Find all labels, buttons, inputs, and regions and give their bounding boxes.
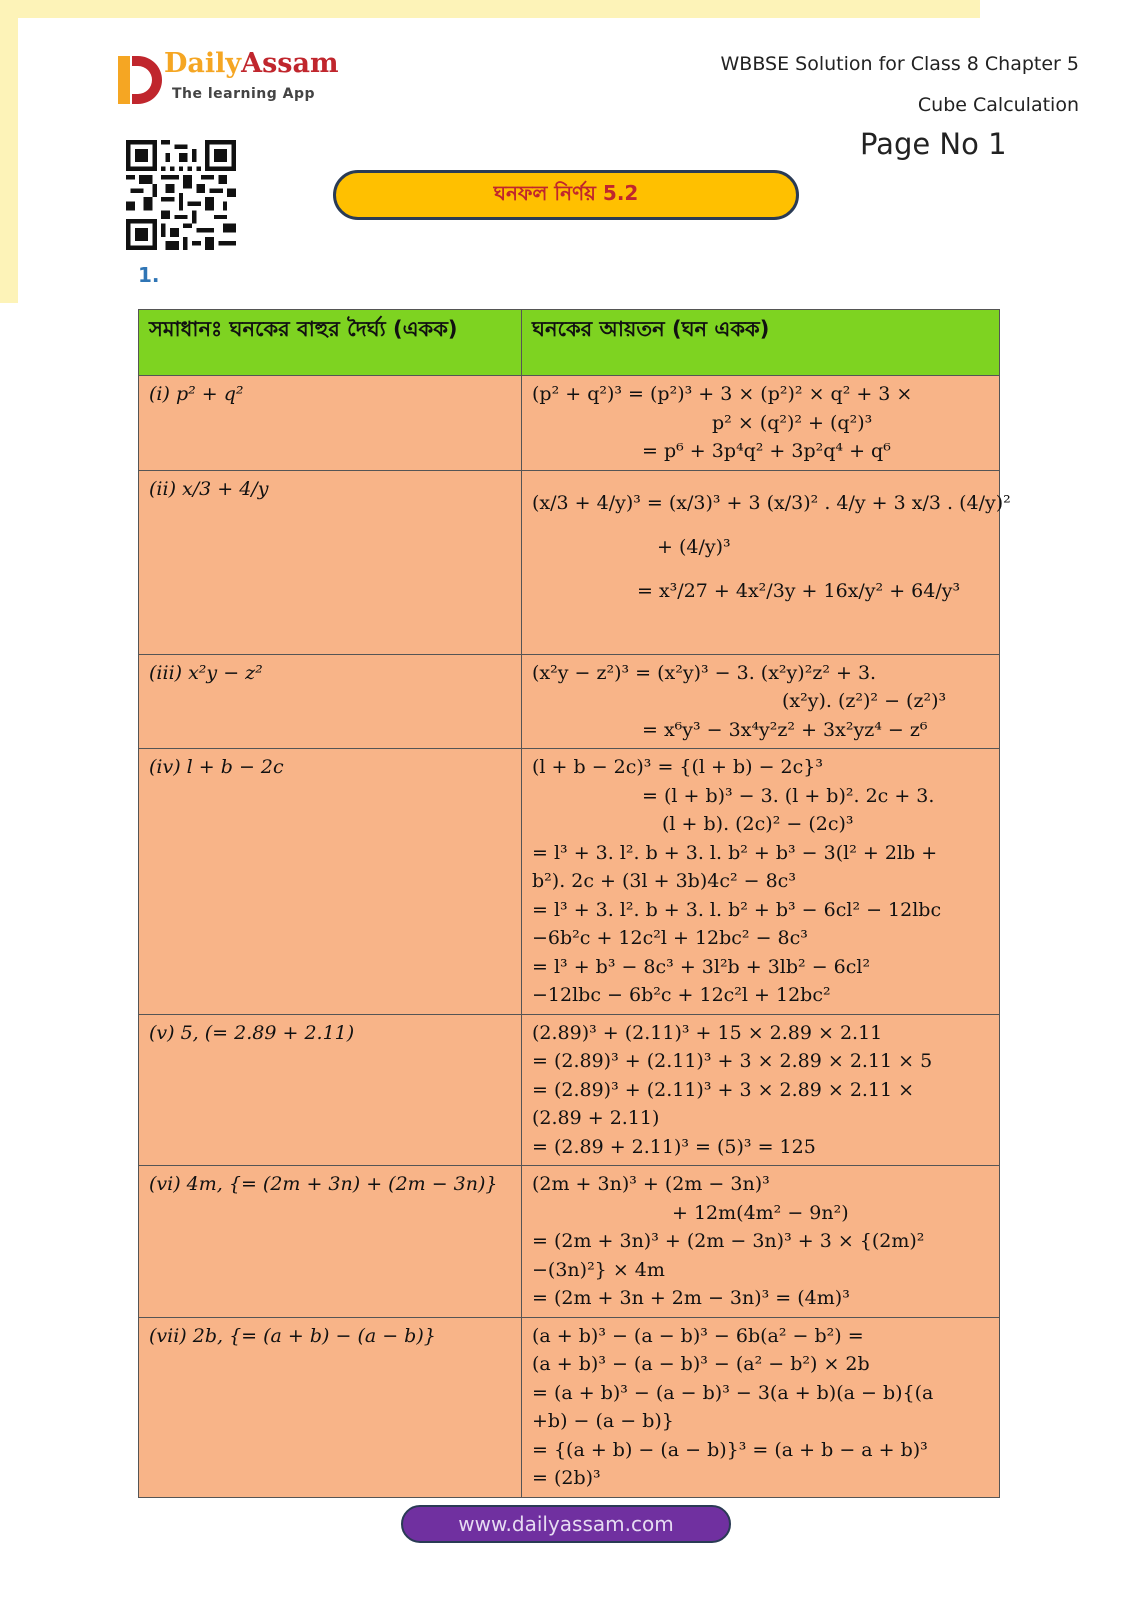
footer-url[interactable]: www.dailyassam.com	[458, 1512, 674, 1536]
volume-cell	[522, 376, 1000, 471]
section-title-banner	[333, 170, 799, 220]
equation-line: = (2.89)³ + (2.11)³ + 3 × 2.89 × 2.11 × 5	[532, 1050, 933, 1072]
equation-line: (p² + q²)³ = (p²)³ + 3 × (p²)² × q² + 3 ×	[532, 383, 913, 405]
question-number: 1.	[138, 263, 160, 287]
website-link-button[interactable]	[401, 1505, 731, 1543]
table-row	[139, 470, 1000, 654]
equation-line: = (2.89 + 2.11)³ = (5)³ = 125	[532, 1135, 816, 1158]
logo-d-mark-icon	[118, 54, 162, 106]
equation-line: −(3n)²} × 4m	[532, 1258, 665, 1281]
table-row	[139, 376, 1000, 471]
equation-line: = (2b)³	[532, 1467, 601, 1489]
table-header-row	[139, 310, 1000, 376]
column-header-side: সমাধানঃ ঘনকের বাহুর দৈর্ঘ্য (একক)	[139, 310, 522, 376]
side-cell: (ii) x/3 + 4/y	[139, 470, 522, 654]
equation-line: = p⁶ + 3p⁴q² + 3p²q⁴ + q⁶	[642, 440, 891, 462]
equation-line: (l + b). (2c)² − (2c)³	[662, 813, 854, 835]
equation-line: = x⁶y³ − 3x⁴y²z² + 3x²yz⁴ − z⁶	[642, 718, 928, 741]
side-cell: (vi) 4m, {= (2m + 3n) + (2m − 3n)}	[139, 1166, 522, 1318]
equation-line: = (a + b)³ − (a − b)³ − 3(a + b)(a − b){(a	[532, 1381, 934, 1404]
volume-cell	[522, 1166, 1000, 1318]
column-header-volume: ঘনকের আয়তন (ঘন একক)	[522, 310, 1000, 376]
equation-line: = (l + b)³ − 3. (l + b)². 2c + 3.	[642, 784, 935, 807]
page-number: Page No 1	[860, 127, 1007, 161]
equation-line: (l + b − 2c)³ = {(l + b) − 2c}³	[532, 756, 823, 778]
side-cell: (vii) 2b, {= (a + b) − (a − b)}	[139, 1317, 522, 1497]
equation-line: (2.89 + 2.11)	[532, 1107, 660, 1129]
side-decorative-bar	[0, 0, 18, 303]
section-title: ঘনফল নির্ণয় 5.2	[493, 180, 639, 205]
volume-cell	[522, 1317, 1000, 1497]
equation-line: = l³ + 3. l². b + 3. l. b² + b³ − 3(l² + 2lb +	[532, 841, 938, 864]
side-cell: (v) 5, (= 2.89 + 2.11)	[139, 1014, 522, 1166]
equation-line: (a + b)³ − (a − b)³ − (a² − b²) × 2b	[532, 1353, 870, 1375]
equation-line: = l³ + 3. l². b + 3. l. b² + b³ − 6cl² − 12lbc	[532, 898, 942, 921]
top-decorative-bar	[0, 0, 980, 18]
brand-logo[interactable]	[118, 48, 348, 112]
equation-line: (x²y). (z²)² − (z²)³	[782, 690, 947, 712]
header-title: WBBSE Solution for Class 8 Chapter 5	[720, 53, 1079, 75]
equation-line: p² × (q²)² + (q²)³	[712, 411, 873, 434]
equation-line: = (2m + 3n)³ + (2m − 3n)³ + 3 × {(2m)²	[532, 1230, 925, 1252]
equation-line: = {(a + b) − (a − b)}³ = (a + b − a + b)³	[532, 1438, 928, 1461]
equation-line: (2.89)³ + (2.11)³ + 15 × 2.89 × 2.11	[532, 1021, 883, 1044]
equation-line: −6b²c + 12c²l + 12bc² − 8c³	[532, 927, 808, 949]
brand-tagline: The learning App	[172, 86, 316, 102]
equation-line: = (2.89)³ + (2.11)³ + 3 × 2.89 × 2.11 ×	[532, 1078, 915, 1101]
brand-name: DailyAssam	[164, 48, 339, 79]
side-cell: (i) p² + q²	[139, 376, 522, 471]
volume-cell	[522, 1014, 1000, 1166]
equation-line: −12lbc − 6b²c + 12c²l + 12bc²	[532, 984, 831, 1006]
equation-line: = x³/27 + 4x²/3y + 16x/y² + 64/y³	[637, 579, 961, 602]
volume-cell	[522, 470, 1011, 654]
equation-line: = l³ + b³ − 8c³ + 3l²b + 3lb² − 6cl²	[532, 955, 871, 978]
equation-line: + (4/y)³	[657, 535, 731, 558]
header-subtitle: Cube Calculation	[917, 94, 1079, 116]
equation-line: (a + b)³ − (a − b)³ − 6b(a² − b²) =	[532, 1324, 864, 1347]
equation-line: b²). 2c + (3l + 3b)4c² − 8c³	[532, 870, 796, 892]
volume-cell	[522, 654, 1000, 749]
equation-line: +b) − (a − b)}	[532, 1410, 674, 1432]
solution-table	[138, 309, 1011, 1498]
side-cell: (iii) x²y − z²	[139, 654, 522, 749]
table-row	[139, 1014, 1000, 1166]
equation-line: (x/3 + 4/y)³ = (x/3)³ + 3 (x/3)² . 4/y + 3 x/3 . (4/y)²	[532, 491, 1011, 514]
qr-code-icon[interactable]	[126, 140, 236, 250]
equation-line: (x²y − z²)³ = (x²y)³ − 3. (x²y)²z² + 3.	[532, 661, 877, 684]
equation-line: (2m + 3n)³ + (2m − 3n)³	[532, 1173, 770, 1195]
table-row	[139, 1317, 1000, 1497]
equation-line: = (2m + 3n + 2m − 3n)³ = (4m)³	[532, 1287, 850, 1309]
equation-line: + 12m(4m² − 9n²)	[672, 1201, 849, 1224]
table-row	[139, 654, 1000, 749]
volume-cell	[522, 749, 1000, 1015]
table-row	[139, 749, 1000, 1015]
table-row	[139, 1166, 1000, 1318]
side-cell: (iv) l + b − 2c	[139, 749, 522, 1015]
